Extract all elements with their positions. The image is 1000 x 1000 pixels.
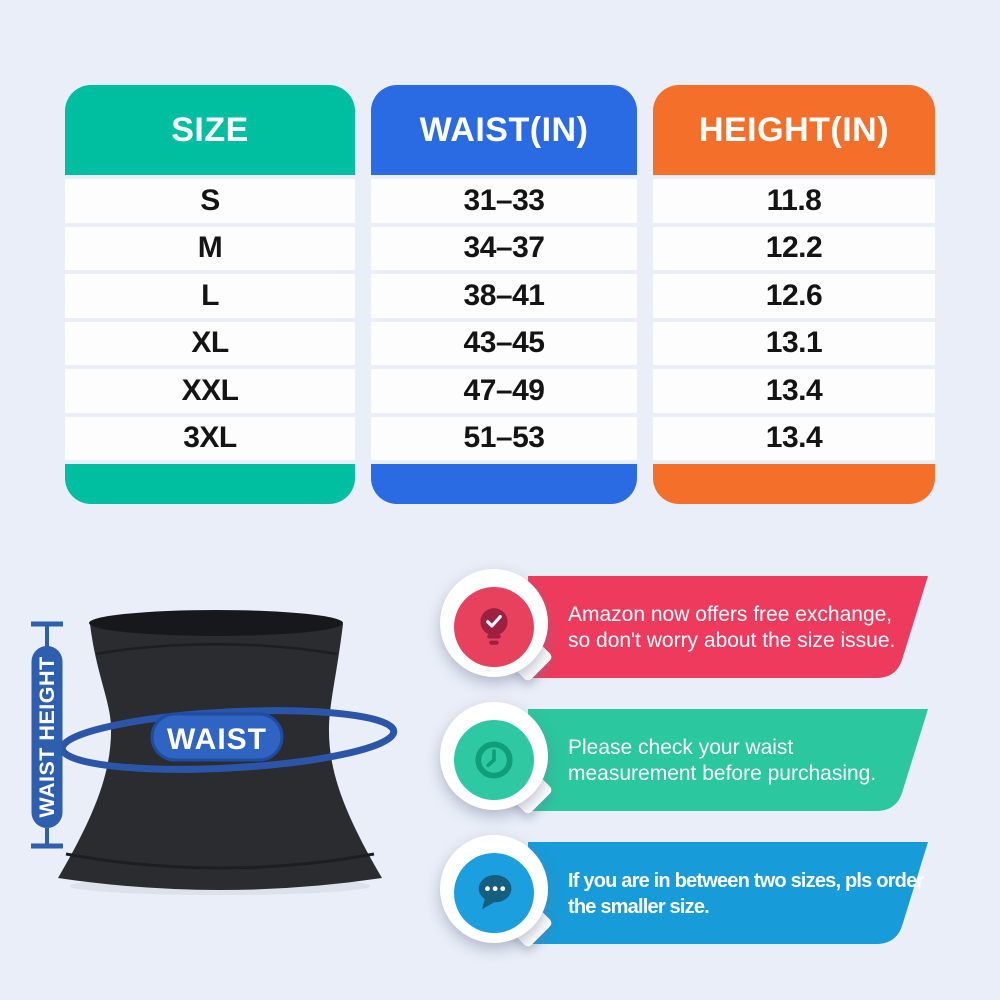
waist-column xyxy=(371,85,637,504)
callout-text: Please check your waist measurement before purchasing. xyxy=(568,736,877,785)
height-column-header: HEIGHT(IN) xyxy=(653,85,935,175)
table-cell: 51–53 xyxy=(371,417,637,461)
table-cell: 43–45 xyxy=(371,322,637,366)
table-cell: 12.6 xyxy=(653,274,935,318)
table-cell: 38–41 xyxy=(371,274,637,318)
size-column xyxy=(65,85,355,504)
table-cell: 13.4 xyxy=(653,369,935,413)
clock-glyph xyxy=(471,737,517,783)
table-cell: 11.8 xyxy=(653,179,935,223)
callout-check-measurement xyxy=(440,698,950,813)
waist-label: WAIST xyxy=(167,723,267,756)
waist-height-label: WAIST HEIGHT xyxy=(35,656,59,818)
size-column-footer-bar xyxy=(65,464,355,504)
height-column xyxy=(653,85,935,504)
table-cell: 31–33 xyxy=(371,179,637,223)
callout-text: Amazon now offers free exchange, so don't worry about the size issue. xyxy=(568,603,896,652)
table-cell: M xyxy=(65,227,355,271)
size-table xyxy=(65,85,935,504)
garment-opening xyxy=(89,610,343,636)
table-cell: 47–49 xyxy=(371,369,637,413)
height-column-footer-bar xyxy=(653,464,935,504)
table-cell: 12.2 xyxy=(653,227,935,271)
table-cell: XL xyxy=(65,322,355,366)
icon-disc xyxy=(440,835,548,943)
icon-disc xyxy=(440,702,548,810)
icon-disc xyxy=(440,569,548,677)
callout-free-exchange xyxy=(440,565,950,680)
table-cell: 13.4 xyxy=(653,417,935,461)
table-cell: L xyxy=(65,274,355,318)
lightbulb-glyph xyxy=(471,604,517,650)
chat-dots-icon xyxy=(454,853,534,933)
callout-text: If you are in between two sizes, pls order the smaller size. xyxy=(568,870,924,918)
size-column-header: SIZE xyxy=(65,85,355,175)
waist-trainer-illustration xyxy=(10,588,440,918)
waist-column-header: WAIST(IN) xyxy=(371,85,637,175)
table-cell: 13.1 xyxy=(653,322,935,366)
table-cell: 34–37 xyxy=(371,227,637,271)
table-cell: 3XL xyxy=(65,417,355,461)
chat-bubble-glyph xyxy=(470,869,518,917)
clock-icon xyxy=(454,720,534,800)
waist-height-measure xyxy=(31,624,63,846)
table-cell: S xyxy=(65,179,355,223)
callout-between-sizes xyxy=(440,831,950,946)
waist-column-footer-bar xyxy=(371,464,637,504)
table-cell: XXL xyxy=(65,369,355,413)
lightbulb-check-icon xyxy=(454,587,534,667)
